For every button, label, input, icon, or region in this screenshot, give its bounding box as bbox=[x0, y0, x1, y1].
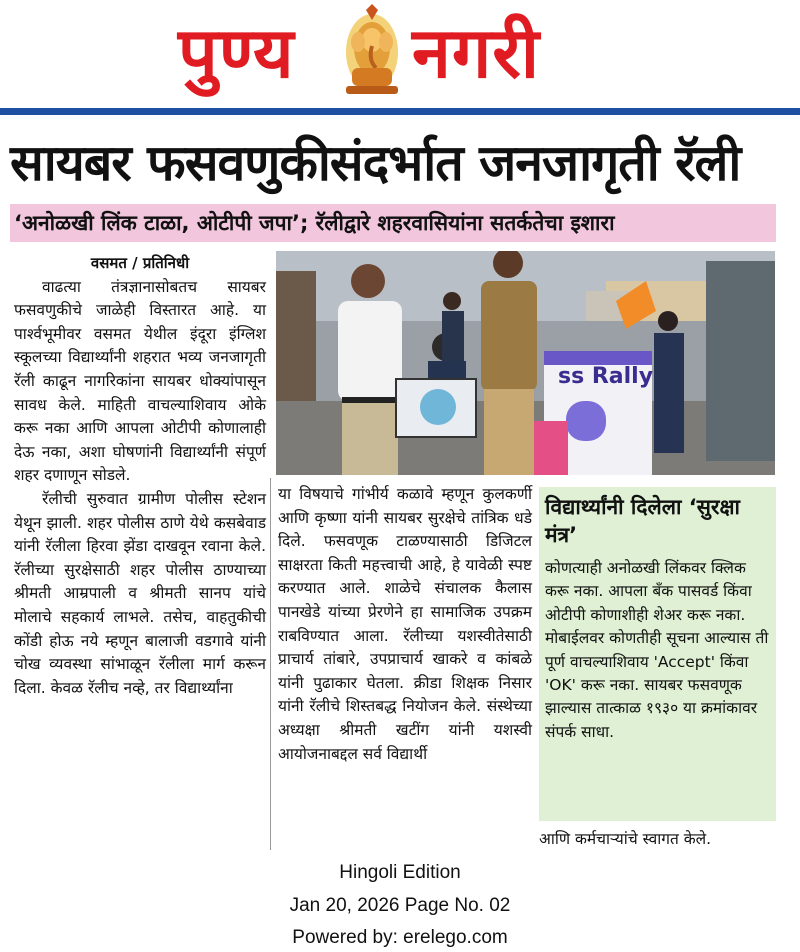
edition-label: Hingoli Edition bbox=[339, 862, 461, 883]
column-divider bbox=[270, 478, 271, 850]
ganesha-logo-icon bbox=[338, 2, 406, 98]
rally-photo-image bbox=[276, 251, 775, 475]
headline: सायबर फसवणुकीसंदर्भात जनजागृती रॅली bbox=[10, 134, 741, 192]
article-continuation: आणि कर्मचाऱ्यांचे स्वागत केले. bbox=[539, 830, 712, 848]
byline: वसमत / प्रतिनिधी bbox=[90, 254, 190, 272]
masthead-title-left: पुण्य bbox=[178, 12, 295, 94]
date-page-label: Jan 20, 2026 Page No. 02 bbox=[289, 895, 511, 916]
article-paragraph: या विषयाचे गांभीर्य कळावे म्हणून कुलकर्णी आणि कृष्णा यांनी सायबर सुरक्षेचे तांत्रिक धडे दिले. फसवणूक टाळण्यासाठी डिजिटल साक्षरता किती महत्त्वाची आहे, हे यावेळी स्पष्ट करण्यात आले. शाळेचे संचालक कैलास पानखेडे यांच्या प्रेरणेने हा सामाजिक उपक्रम राबविण्यात आला. रॅलीच्या यशस्वीतेसाठी प्राचार्य तांबारे, उपप्राचार्य खाकरे व कांबळे यांनी पुढाकार घेतला. क्रीडा शिक्षक निसार यांनी रॅलीचे शिस्तबद्ध नियोजन केले. संस्थेच्या अध्यक्षा श्रीमती खटींग यांनी यशस्वी आयोजनाबद्दल सर्व विद्यार्थी bbox=[278, 485, 532, 763]
article-paragraph: रॅलीची सुरुवात ग्रामीण पोलीस स्टेशन येथून झाली. शहर पोलीस ठाणे येथे कसबेवाड यांनी रॅलीला हिरवा झेंडा दाखवून रवाना केले. रॅलीच्या सुरक्षेसाठी शहर पोलीस ठाण्याच्या श्रीमती आम्रपाली व श्रीमती सानप यांचे मोलाचे सहकार्य लाभले. तसेच, वाहतुकीची कोंडी होऊ नये म्हणून बालाजी वडगावे यांनी चोख व्यवस्था सांभाळून रॅलीला मार्ग करून दिला. केवळ रॅलीच नव्हे, तर विद्यार्थ्यांना bbox=[14, 489, 266, 697]
article-column-1 bbox=[14, 252, 266, 700]
safety-mantra-box bbox=[539, 487, 776, 821]
box-text: कोणत्याही अनोळखी लिंकवर क्लिक करू नका. आपला बँक पासवर्ड किंवा ओटीपी कोणाशीही शेअर करू नका. मोबाईलवर कोणतीही सूचना आल्यास ती पूर्ण वाचल्याशिवाय 'Accept' किंवा 'OK' करू नका. सायबर फसवणूक झाल्यास तात्काळ १९३० या क्रमांकावर संपर्क साधा. bbox=[545, 559, 769, 741]
box-title: विद्यार्थ्यांनी दिलेला ‘सुरक्षा मंत्र’ bbox=[545, 495, 740, 547]
powered-by-label: Powered by: erelego.com bbox=[292, 927, 508, 948]
masthead-rule bbox=[0, 108, 800, 115]
rally-photo bbox=[276, 251, 775, 475]
masthead-title-right: नगरी bbox=[412, 12, 541, 94]
article-column-2 bbox=[278, 483, 532, 766]
masthead bbox=[0, 0, 800, 112]
article-paragraph: वाढत्या तंत्रज्ञानासोबतच सायबर फसवणुकीचे जाळेही विस्तारत आहे. या पार्श्वभूमीवर वसमत येथील इंदूरा इंग्लिश स्कूलच्या विद्यार्थ्यांनी शहरात भव्य जनजागृती रॅली काढून नागरिकांना सायबर धोक्यांपासून सावध केले. माहिती वाचल्याशिवाय ओके करू नका आणि आपला ओटीपी कोणालाही देऊ नका, अशा घोषणांनी विद्यार्थ्यांनी संपूर्ण शहर दणाणून सोडले. bbox=[14, 277, 266, 485]
subheadline: ‘अनोळखी लिंक टाळा, ओटीपी जपा’; रॅलीद्वारे शहरवासियांना सतर्कतेचा इशारा bbox=[10, 204, 776, 242]
rally-banner-text: ss Rally bbox=[558, 364, 654, 389]
